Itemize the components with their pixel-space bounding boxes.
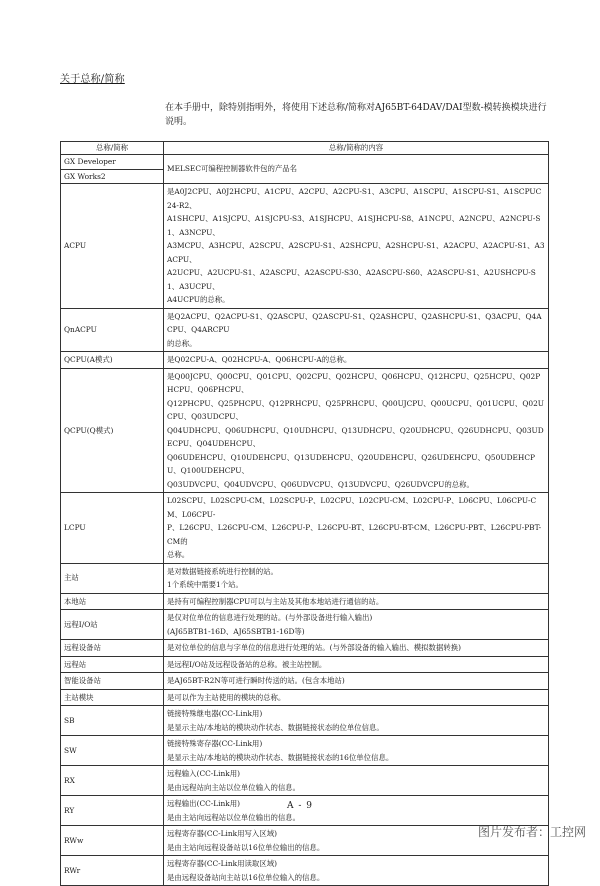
publisher-watermark: 图片发布者：工控网 bbox=[477, 825, 586, 839]
description-line: 的总称。 bbox=[167, 338, 197, 348]
table-row bbox=[61, 736, 549, 766]
table-row bbox=[61, 856, 549, 886]
description-line: 链接特殊寄存器(CC-Link用) bbox=[167, 739, 263, 748]
description-cell bbox=[164, 736, 549, 766]
description-cell bbox=[164, 563, 549, 593]
table-body bbox=[61, 155, 549, 886]
description-line: 是AJ65BT-R2N等可进行瞬时传送的站。(包含本地站) bbox=[167, 676, 345, 685]
term-cell: RY bbox=[61, 796, 164, 826]
table-row bbox=[61, 184, 549, 309]
description-line: 远程寄存器(CC-Link用写入区域) bbox=[167, 829, 277, 838]
description-line: 链接特殊继电器(CC-Link用) bbox=[167, 709, 263, 718]
page-number: A - 9 bbox=[287, 801, 313, 811]
description-line: A1SHCPU、A1SJCPU、A1SJCPU-S3、A1SJHCPU、A1SJHCPU-S8、A1NCPU、A2NCPU、A2NCPU-S1、A3NCPU、 bbox=[167, 214, 541, 237]
table-row bbox=[61, 563, 549, 593]
description-line: Q12PHCPU、Q25PHCPU、Q12PRHCPU、Q25PRHCPU、Q00UJCPU、Q00UCPU、Q01UCPU、Q02UCPU、Q03UDCPU、 bbox=[167, 398, 545, 421]
table-row bbox=[61, 826, 549, 856]
table-row bbox=[61, 368, 549, 493]
term-cell: QCPU(A模式) bbox=[61, 352, 164, 369]
description-line: 是显示主站/本地站的模块动作状态、数据链接状态的16位单位信息。 bbox=[167, 752, 394, 762]
description-cell bbox=[164, 368, 549, 493]
description-cell bbox=[164, 656, 549, 673]
table-row bbox=[61, 352, 549, 369]
term-cell: 本地站 bbox=[61, 593, 164, 610]
description-line: Q06UDEHCPU、Q10UDEHCPU、Q13UDEHCPU、Q20UDEHCPU、Q26UDEHCPU、Q50UDEHCPU、Q100UDEHCPU、 bbox=[167, 452, 535, 475]
description-line: 是显示主站/本地站的模块动作状态、数据链接状态的位单位信息。 bbox=[167, 722, 384, 732]
description-cell bbox=[164, 155, 549, 184]
term-cell: 远程设备站 bbox=[61, 640, 164, 657]
term-cell: SW bbox=[61, 736, 164, 766]
header-description: 总称/简称的内容 bbox=[164, 142, 549, 155]
description-cell bbox=[164, 610, 549, 640]
description-cell bbox=[164, 308, 549, 352]
description-cell bbox=[164, 673, 549, 690]
description-line: 是由主站向远程设备站以16位单位输出的信息。 bbox=[167, 842, 325, 852]
term-cell: QnACPU bbox=[61, 308, 164, 352]
section-title: 关于总称/简称 bbox=[60, 74, 125, 85]
description-line: A2UCPU、A2UCPU-S1、A2ASCPU、A2ASCPU-S30、A2ASCPU-S60、A2ASCPU-S1、A2USHCPU-S1、A3UCPU、 bbox=[167, 268, 536, 291]
term-cell: GX Works2 bbox=[61, 169, 164, 184]
description-line: 是Q02CPU-A、Q02HCPU-A、Q06HCPU-A的总称。 bbox=[167, 355, 352, 364]
term-cell: GX Developer bbox=[61, 155, 164, 170]
table-row bbox=[61, 308, 549, 352]
term-cell: LCPU bbox=[61, 493, 164, 564]
description-cell bbox=[164, 689, 549, 706]
table-row bbox=[61, 706, 549, 736]
description-line: 是可以作为主站使用的模块的总称。 bbox=[167, 692, 286, 702]
term-cell: QCPU(Q模式) bbox=[61, 368, 164, 493]
description-line: 是由远程设备站向主站以16位单位输入的信息。 bbox=[167, 872, 325, 882]
term-cell: RWr bbox=[61, 856, 164, 886]
description-cell bbox=[164, 593, 549, 610]
description-line: 是仅对位单位的信息进行处理的站。(与外部设备进行输入输出) bbox=[167, 613, 373, 622]
description-cell bbox=[164, 706, 549, 736]
description-cell bbox=[164, 640, 549, 657]
table-row bbox=[61, 593, 549, 610]
description-line: P、L26CPU、L26CPU-CM、L26CPU-P、L26CPU-BT、L26CPU-BT-CM、L26CPU-PBT、L26CPU-PBT-CM的 bbox=[167, 523, 542, 546]
description-line: A3MCPU、A3HCPU、A2SCPU、A2SCPU-S1、A2SHCPU、A2SHCPU-S1、A2ACPU、A2ACPU-S1、A3ACPU、 bbox=[167, 241, 545, 264]
term-cell: SB bbox=[61, 706, 164, 736]
description-line: 是持有可编程控制器CPU可以与主站及其他本地站进行通信的站。 bbox=[167, 596, 384, 606]
description-line: Q04UDHCPU、Q06UDHCPU、Q10UDHCPU、Q13UDHCPU、Q20UDHCPU、Q26UDHCPU、Q03UDECPU、Q04UDEHCPU、 bbox=[167, 425, 544, 448]
description-line: MELSEC可编程控制器软件包的产品名 bbox=[167, 164, 298, 174]
description-line: (AJ65BTB1-16D、AJ65SBTB1-16D等) bbox=[167, 626, 305, 636]
description-line: 是由远程站向主站以位单位输入的信息。 bbox=[167, 782, 301, 792]
intro-paragraph: 在本手册中，除特别指明外，将使用下述总称/简称对AJ65BT-64DAV/DAI型数-模转换模块进行说明。 bbox=[165, 103, 547, 127]
description-line: 远程输出(CC-Link用) bbox=[167, 799, 241, 808]
description-cell bbox=[164, 184, 549, 309]
table-row bbox=[61, 640, 549, 657]
term-cell: 智能设备站 bbox=[61, 673, 164, 690]
table-row bbox=[61, 493, 549, 564]
description-line: 是Q00JCPU、Q00CPU、Q01CPU、Q02CPU、Q02HCPU、Q06HCPU、Q12HCPU、Q25HCPU、Q02PHCPU、Q06PHCPU、 bbox=[167, 371, 541, 394]
description-line: 总称。 bbox=[167, 550, 190, 559]
description-line: 是A0J2CPU、A0J2HCPU、A1CPU、A2CPU、A2CPU-S1、A3CPU、A1SCPU、A1SCPU-S1、A1SCPUC24-R2、 bbox=[167, 187, 542, 210]
term-cell: 远程站 bbox=[61, 656, 164, 673]
description-cell bbox=[164, 856, 549, 886]
description-cell bbox=[164, 766, 549, 796]
table-row bbox=[61, 155, 549, 170]
description-line: 是由主站向远程站以位单位输出的信息。 bbox=[167, 812, 301, 822]
term-cell: 主站 bbox=[61, 563, 164, 593]
description-line: 是Q2ACPU、Q2ACPU-S1、Q2ASCPU、Q2ASCPU-S1、Q2ASHCPU、Q2ASHCPU-S1、Q3ACPU、Q4ACPU、Q4ARCPU bbox=[167, 311, 542, 334]
description-cell bbox=[164, 352, 549, 369]
description-line: 是对位单位的信息与字单位的信息进行处理的站。(与外部设备的输入输出、模拟数据转换) bbox=[167, 643, 462, 652]
term-cell: RWw bbox=[61, 826, 164, 856]
term-cell: ACPU bbox=[61, 184, 164, 309]
abbreviation-table bbox=[60, 141, 549, 886]
header-term: 总称/简称 bbox=[61, 142, 164, 155]
description-line: A4UCPU的总称。 bbox=[167, 295, 230, 304]
table-row bbox=[61, 766, 549, 796]
table-row bbox=[61, 656, 549, 673]
term-cell: 远程I/O站 bbox=[61, 610, 164, 640]
description-line: Q03UDVCPU、Q04UDVCPU、Q06UDVCPU、Q13UDVCPU、Q26UDVCPU的总称。 bbox=[167, 479, 474, 489]
description-line: 是对数据链接系统进行控制的站。 bbox=[167, 566, 278, 576]
table-row bbox=[61, 610, 549, 640]
description-cell bbox=[164, 493, 549, 564]
description-line: 远程寄存器(CC-Link用读取区域) bbox=[167, 859, 277, 868]
table-row bbox=[61, 673, 549, 690]
term-cell: RX bbox=[61, 766, 164, 796]
table-header-row bbox=[61, 142, 549, 155]
term-cell: 主站模块 bbox=[61, 689, 164, 706]
description-line: L02SCPU、L02SCPU-CM、L02SCPU-P、L02CPU、L02CPU-CM、L02CPU-P、L06CPU、L06CPU-CM、L06CPU- bbox=[167, 496, 537, 519]
table-row bbox=[61, 689, 549, 706]
description-line: 远程输入(CC-Link用) bbox=[167, 769, 241, 778]
description-line: 1个系统中需要1个站。 bbox=[167, 580, 243, 589]
description-line: 是远程I/O站及远程设备站的总称。被主站控制。 bbox=[167, 659, 327, 669]
